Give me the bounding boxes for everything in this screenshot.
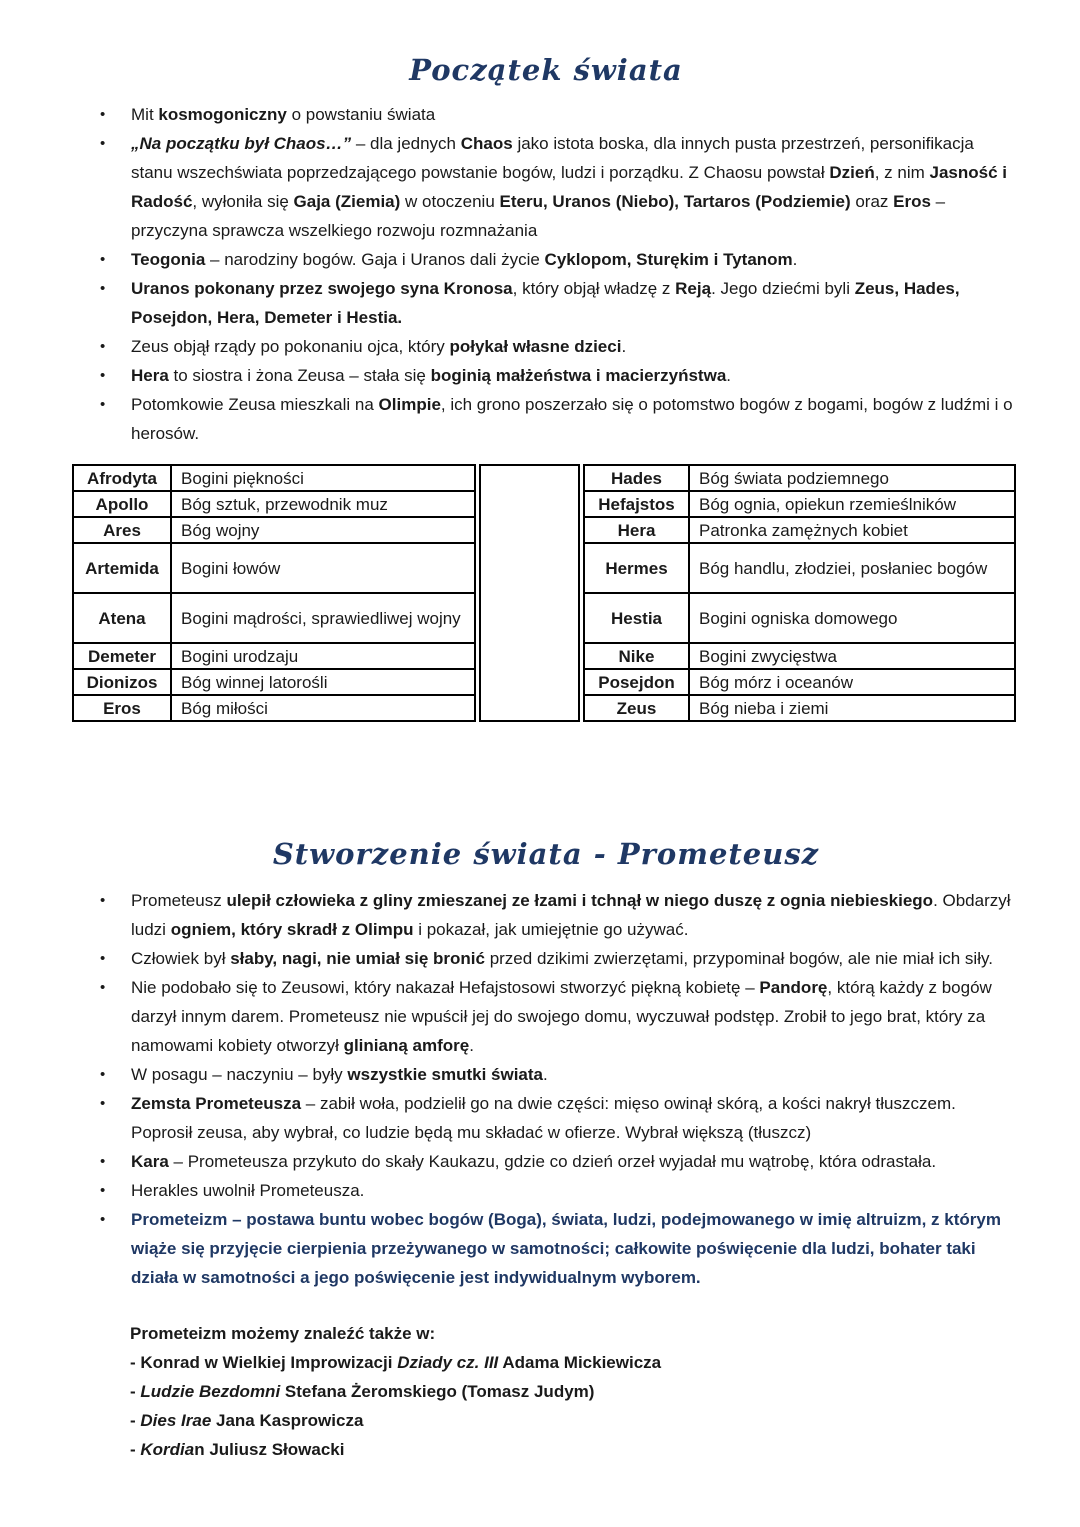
bullet-marker: • — [100, 1211, 106, 1228]
bullet-marker: • — [100, 396, 106, 413]
god-row — [73, 465, 475, 491]
god-name-cell: Hades — [584, 465, 689, 491]
bullet-marker: • — [100, 280, 106, 297]
god-row — [584, 543, 1015, 593]
prometheism-references — [72, 1319, 1020, 1464]
god-row — [584, 643, 1015, 669]
gods-table-band — [72, 464, 1020, 722]
god-row — [584, 465, 1015, 491]
bullet-text: Mit kosmogoniczny o powstaniu świata — [131, 105, 436, 124]
god-row — [73, 643, 475, 669]
god-desc-cell: Bogini piękności — [171, 465, 475, 491]
god-row — [73, 491, 475, 517]
god-desc-cell: Bóg sztuk, przewodnik muz — [171, 491, 475, 517]
bullet-text: W posagu – naczyniu – były wszystkie smutki świata. — [131, 1065, 548, 1084]
bullet-marker: • — [100, 1066, 106, 1083]
bullet-text: Człowiek był słaby, nagi, nie umiał się bronić przed dzikimi zwierzętami, przypominał bogów, ale nie miał ich siły. — [131, 949, 993, 968]
bullet-text: Prometeizm – postawa buntu wobec bogów (Boga), świata, ludzi, podejmowanego w imię altruizm, z którym wiąże się przyjęcie cierpienia przeżywanego w samotności; całkowite poświęcenie dla ludzi, bohater taki działa w samotności a jego poświęcenie jest indywidualnym wyborem. — [131, 1210, 1001, 1287]
bullet-item — [100, 129, 1020, 245]
god-row — [73, 695, 475, 721]
god-row — [584, 669, 1015, 695]
god-name-cell: Apollo — [73, 491, 171, 517]
god-desc-cell: Patronka zamężnych kobiet — [689, 517, 1015, 543]
god-name-cell: Hefajstos — [584, 491, 689, 517]
bullet-item — [100, 100, 1020, 129]
section-title-prometheus: Stworzenie świata - Prometeusz — [272, 837, 820, 871]
bullet-marker: • — [100, 892, 106, 909]
bullet-item — [100, 1205, 1020, 1292]
god-name-cell: Hestia — [584, 593, 689, 643]
bullet-marker: • — [100, 367, 106, 384]
bullet-text: Kara – Prometeusza przykuto do skały Kaukazu, gdzie co dzień orzeł wyjadał mu wątrobę, która odrastała. — [131, 1152, 937, 1171]
bullet-marker: • — [100, 251, 106, 268]
bullet-item — [100, 886, 1020, 944]
reading-list-item: - Ludzie Bezdomni Stefana Żeromskiego (Tomasz Judym) — [130, 1382, 595, 1401]
reading-list-item: - Konrad w Wielkiej Improwizacji Dziady cz. III Adama Mickiewicza — [130, 1353, 662, 1372]
bullet-text: „Na początku był Chaos…” – dla jednych Chaos jako istota boska, dla innych pusta przestrzeń, personifikacja stanu wszechświata poprzedzającego powstanie bogów, ludzi i porządku. Z Chaosu powstał Dzień, z nim Jasność i Radość, wyłoniła się Gaja (Ziemia) w otoczeniu Eteru, Uranos (Niebo), Tartaros (Podziemie) oraz Eros – przyczyna sprawcza wszelkiego rozwoju rozmnażania — [131, 134, 1007, 240]
god-row — [584, 593, 1015, 643]
god-name-cell: Eros — [73, 695, 171, 721]
bullet-marker: • — [100, 106, 106, 123]
bullet-item — [100, 390, 1020, 448]
god-row — [584, 695, 1015, 721]
god-name-cell: Zeus — [584, 695, 689, 721]
gods-table-right — [583, 464, 1016, 722]
god-row — [73, 517, 475, 543]
gods-table-left — [72, 464, 476, 722]
god-name-cell: Atena — [73, 593, 171, 643]
god-desc-cell: Bogini zwycięstwa — [689, 643, 1015, 669]
bullet-text: Teogonia – narodziny bogów. Gaja i Uranos dali życie Cyklopom, Sturękim i Tytanom. — [131, 250, 798, 269]
bullet-item — [100, 1089, 1020, 1147]
bullet-text: Potomkowie Zeusa mieszkali na Olimpie, ich grono poszerzało się o potomstwo bogów z bogami, bogów z ludźmi i o herosów. — [131, 395, 1013, 443]
bullet-item — [100, 1176, 1020, 1205]
god-desc-cell: Bogini mądrości, sprawiedliwej wojny — [171, 593, 475, 643]
god-desc-cell: Bóg mórz i oceanów — [689, 669, 1015, 695]
bullet-item — [100, 973, 1020, 1060]
reading-list — [130, 1348, 1020, 1464]
god-name-cell: Ares — [73, 517, 171, 543]
god-desc-cell: Bóg miłości — [171, 695, 475, 721]
bullet-item — [100, 332, 1020, 361]
god-row — [584, 517, 1015, 543]
god-name-cell: Afrodyta — [73, 465, 171, 491]
bullet-item — [100, 944, 1020, 973]
bullet-item — [100, 1060, 1020, 1089]
god-desc-cell: Bogini łowów — [171, 543, 475, 593]
god-name-cell: Dionizos — [73, 669, 171, 695]
god-desc-cell: Bóg handlu, złodziei, posłaniec bogów — [689, 543, 1015, 593]
bullet-marker: • — [100, 338, 106, 355]
god-name-cell: Demeter — [73, 643, 171, 669]
reading-list-item: - Kordian Juliusz Słowacki — [130, 1440, 345, 1459]
bullet-marker: • — [100, 979, 106, 996]
bullet-item — [100, 245, 1020, 274]
bullet-item — [100, 1147, 1020, 1176]
reading-list-item: - Dies Irae Jana Kasprowicza — [130, 1411, 364, 1430]
bullet-marker: • — [100, 1153, 106, 1170]
god-row — [73, 593, 475, 643]
table-spacer-cell — [479, 464, 580, 722]
god-row — [584, 491, 1015, 517]
bullet-text: Hera to siostra i żona Zeusa – stała się boginią małżeństwa i macierzyństwa. — [131, 366, 732, 385]
bullet-text: Zeus objął rządy po pokonaniu ojca, który połykał własne dzieci. — [131, 337, 627, 356]
bullet-marker: • — [100, 135, 106, 152]
god-name-cell: Hermes — [584, 543, 689, 593]
god-row — [73, 543, 475, 593]
bullet-list-prometheus — [72, 886, 1020, 1292]
bullet-marker: • — [100, 1095, 106, 1112]
god-name-cell: Nike — [584, 643, 689, 669]
god-desc-cell: Bogini urodzaju — [171, 643, 475, 669]
bullet-text: Prometeusz ulepił człowieka z gliny zmieszanej ze łzami i tchnął w niego duszę z ognia niebieskiego. Obdarzył ludzi ogniem, który skradł z Olimpu i pokazał, jak umiejętnie go używać. — [131, 891, 1011, 939]
god-desc-cell: Bóg świata podziemnego — [689, 465, 1015, 491]
section-title-cosmogony: Początek świata — [409, 53, 683, 87]
god-desc-cell: Bóg wojny — [171, 517, 475, 543]
references-heading: Prometeizm możemy znaleźć także w: — [130, 1324, 436, 1343]
bullet-item — [100, 274, 1020, 332]
god-name-cell: Posejdon — [584, 669, 689, 695]
god-desc-cell: Bóg ognia, opiekun rzemieślników — [689, 491, 1015, 517]
bullet-text: Herakles uwolnił Prometeusza. — [131, 1181, 365, 1200]
god-row — [73, 669, 475, 695]
god-name-cell: Artemida — [73, 543, 171, 593]
bullet-text: Zemsta Prometeusza – zabił woła, podzielił go na dwie części: mięso owinął skórą, a kości nakrył tłuszczem. Poprosił zeusa, aby wybrał, co ludzie będą mu składać w ofierze. Wybrał większą (tłuszcz) — [131, 1094, 956, 1142]
bullet-text: Uranos pokonany przez swojego syna Kronosa, który objął władzę z Reją. Jego dziećmi byli Zeus, Hades, Posejdon, Hera, Demeter i Hestia. — [131, 279, 960, 327]
bullet-list-cosmogony — [72, 100, 1020, 448]
god-desc-cell: Bóg nieba i ziemi — [689, 695, 1015, 721]
bullet-marker: • — [100, 1182, 106, 1199]
bullet-marker: • — [100, 950, 106, 967]
god-desc-cell: Bogini ogniska domowego — [689, 593, 1015, 643]
bullet-item — [100, 361, 1020, 390]
god-name-cell: Hera — [584, 517, 689, 543]
god-desc-cell: Bóg winnej latorośli — [171, 669, 475, 695]
bullet-text: Nie podobało się to Zeusowi, który nakazał Hefajstosowi stworzyć piękną kobietę – Pandorę, którą każdy z bogów darzył innym darem. Prometeusz nie wpuścił jej do swojego domu, wyczuwał podstęp. Zrobił to jego brat, który za namowami kobiety otworzył glinianą amforę. — [131, 978, 992, 1055]
